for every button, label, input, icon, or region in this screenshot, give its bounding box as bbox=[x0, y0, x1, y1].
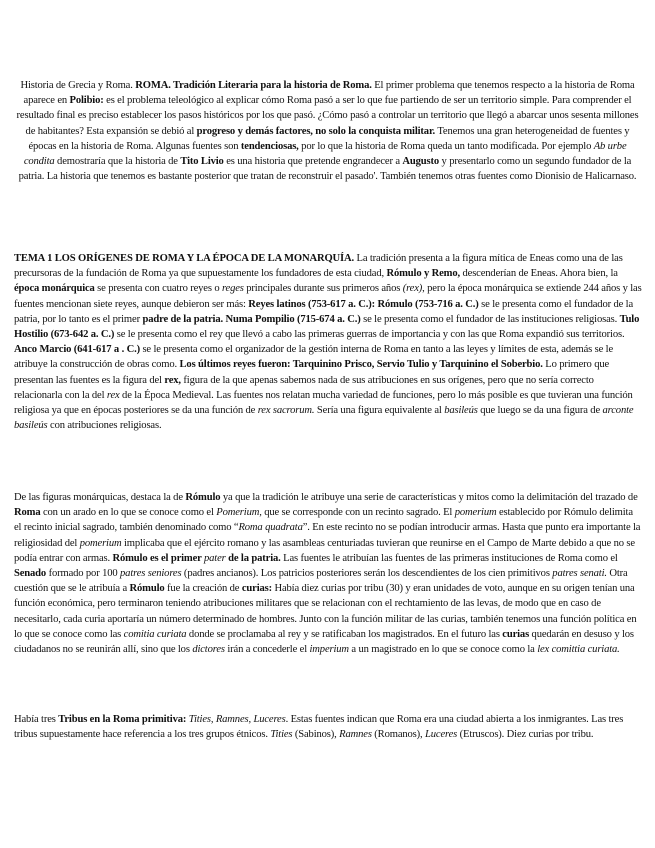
p3-text-run: Tities bbox=[270, 729, 293, 741]
intro-text-run: Ab urbe condita bbox=[23, 140, 627, 168]
intro-text-run: Polibio: bbox=[69, 95, 104, 107]
tema-text-run: rex sacrorum. bbox=[257, 405, 315, 417]
intro-paragraph bbox=[12, 78, 643, 184]
intro-text-run: y presentarlo como un segundo fundador de la patria. La historia que tenemos es bastante posterior que tratan de reconstruir el pasado'. También tenemos otras fuentes como Dionisio de Halicarnaso. bbox=[18, 156, 637, 183]
p2-text-run: Roma bbox=[14, 507, 41, 519]
p2-text-run: Otra cuestión que se le atribuía a bbox=[14, 568, 628, 595]
tema-text-run: Lo primero que presentan las fuentes es la figura del bbox=[14, 359, 610, 386]
tema-text-run: descenderían de Eneas. Ahora bien, la bbox=[460, 268, 618, 280]
tema-text-run: Rómulo y Remo, bbox=[386, 268, 460, 280]
tema-text-run: principales durante sus primeros años bbox=[243, 283, 403, 295]
p3-text-run: (Romanos), bbox=[371, 729, 426, 741]
p2-text-run: Había diez curias por tribu (30) y eran unidades de voto, aunque en su origen tenían una función económica, pero terminaron teniendo atribuciones militares que se relacionan con el rechtamiento de las levas, de modo que en caso de necesitarlo, cada curia aportaría un número determinado de hombres. Junto con la función militar de las curias, también tenemos una función política en lo que se conoce como las bbox=[14, 583, 637, 640]
intro-text-run: es el problema teleológico al explicar cómo Roma pasó a ser lo que fue partiendo de ser un territorio simple. Para comprender el resultado final es preciso establecer los pasos históricos por los que pasó. ¿Cómo pasó a controlar un territorio que llegó a abarcar unos sesenta millones de habitantes? Esta expansión se debió al bbox=[16, 95, 639, 137]
p2-text-run: Senado bbox=[14, 568, 47, 580]
intro-text-run: El primer problema que tenemos respecto a la historia de Roma aparece en bbox=[23, 80, 635, 107]
tema-text-run: se le presenta como el fundador de las instituciones religiosas. bbox=[360, 313, 620, 325]
tema-text-run: que luego se da una figura de bbox=[477, 405, 603, 417]
intro-text-run: tendenciosas, bbox=[240, 140, 299, 152]
p2-text-run: patres senati. bbox=[552, 568, 607, 580]
p2-text-run: formado por 100 bbox=[46, 568, 121, 580]
p2-text-run: pomerium bbox=[454, 507, 497, 519]
p2-text-run: de la patria. bbox=[225, 552, 281, 564]
p2-text-run: Rómulo bbox=[129, 583, 165, 595]
tema-text-run: TEMA 1 LOS ORÍGENES DE ROMA Y LA ÉPOCA DE LA MONARQUÍA. bbox=[14, 253, 355, 264]
tema-text-run: , pero la época monárquica se extiende 244 años y las fuentes mencionan siete reyes, aunque debieron ser más: bbox=[14, 283, 642, 310]
p2-text-run: patres seniores bbox=[120, 568, 182, 580]
p2-text-run: que se corresponde con un recinto sagrado. El bbox=[261, 507, 455, 519]
intro-text-run: Historia de Grecia y Roma. bbox=[20, 80, 136, 91]
p2-text-run: Rómulo es el primer bbox=[112, 552, 205, 564]
tema-text-run: Sería una figura equivalente al bbox=[314, 405, 445, 417]
p2-text-run: Pomerium, bbox=[216, 507, 262, 519]
p2-text-run: Roma quadrata bbox=[238, 522, 303, 534]
p2-text-run: pomerium bbox=[79, 537, 122, 549]
intro-text-run: por lo que la historia de Roma queda un tanto modificada. Por ejemplo bbox=[298, 140, 594, 152]
tema-text-run: reges bbox=[221, 283, 244, 295]
p3-text-run: (Etruscos). Diez curias por tribu. bbox=[457, 729, 594, 741]
tema-text-run: Los últimos reyes fueron: Tarquinino Prisco, Servio Tulio y Tarquinino el Soberbio. bbox=[179, 359, 543, 371]
p2-text-run: Las fuentes le atribuían las fuentes de las primeras instituciones de Roma como el bbox=[280, 552, 618, 564]
p3-text-run: (Sabinos), bbox=[292, 729, 340, 741]
p2-text-run: lex comittia curiata. bbox=[537, 644, 620, 656]
p2-text-run: con un arado en lo que se conoce como el bbox=[40, 507, 217, 519]
tema-text-run: rex, bbox=[164, 374, 181, 386]
p2-text-run: donde se proclamaba al rey y se ratificaban los magistrados. En el futuro las bbox=[186, 628, 503, 640]
p3-text-run: Ramnes bbox=[339, 729, 372, 741]
p2-text-run: dictores bbox=[192, 644, 225, 656]
p2-text-run: (padres ancianos). Los patricios posteriores serán los descendientes de los cien primitivos bbox=[181, 568, 553, 580]
tema-1-paragraph bbox=[14, 251, 642, 433]
tema-text-run: arconte basileús bbox=[14, 405, 634, 432]
p3-text-run: Luceres bbox=[425, 729, 458, 741]
intro-text-run: Tenemos una gran heterogeneidad de fuentes y épocas en la historia de Roma. Algunas fuentes son bbox=[28, 125, 630, 152]
p3-text-run: Tities, Ramnes, Luceres bbox=[188, 714, 286, 725]
tema-text-run: basileús bbox=[444, 405, 478, 417]
p3-text-run: . Estas fuentes indican que Roma era una ciudad abierta a los inmigrantes. Las tres tribus supuestamente hace referencia a los tres grupos étnicos. bbox=[14, 714, 624, 741]
tema-text-run: se le presenta como el organizador de la gestión interna de Roma en tanto a las leyes y límites de esta, además se le atribuye la construcción de obras como. bbox=[14, 344, 614, 371]
tema-text-run: Tulo Hostilio (673-642 a. C.) bbox=[14, 313, 640, 341]
tribus-paragraph bbox=[14, 712, 642, 742]
intro-text-run: demostraría que la historia de bbox=[54, 156, 181, 168]
p2-text-run: establecido por Rómulo delimita el recinto inicial sagrado, también denominado como “ bbox=[14, 507, 633, 534]
p2-text-run: a un magistrado en lo que se conoce como la bbox=[348, 644, 538, 656]
p2-text-run: ”. En este recinto no se podían introducir armas. Hasta que punto era importante la religiosidad del bbox=[14, 522, 641, 549]
tema-text-run: padre de la patria. Numa Pompilio (715-674 a. C.) bbox=[142, 313, 361, 325]
p2-text-run: imperium bbox=[309, 644, 349, 656]
p2-text-run: curias: bbox=[241, 583, 272, 595]
intro-text-run: es una historia que pretende engrandecer a bbox=[223, 156, 403, 168]
p3-text-run: Había tres bbox=[14, 714, 59, 725]
tema-text-run: de la Época Medieval. Las fuentes nos relatan mucha variedad de funciones, pero lo más posible es que tuvieran una función religiosa ya que en épocas posteriores se da una función de bbox=[14, 389, 633, 417]
p2-text-run: quedarán en desuso y los ciudadanos no se reunirán allí, sino que los bbox=[14, 628, 634, 656]
tema-text-run: época monárquica bbox=[14, 283, 95, 295]
tema-text-run: figura de la que apenas sabemos nada de sus atribuciones en sus orígenes, pero que no sería correcto relacionarla con la del bbox=[14, 374, 594, 401]
p2-text-run: comitia curiata bbox=[123, 628, 187, 640]
tema-text-run: se le presenta como el rey que llevó a cabo las primeras guerras de importancia y con las que Roma expandió sus territorios. bbox=[114, 329, 625, 341]
tema-text-run: rex bbox=[106, 389, 120, 401]
p2-text-run: irán a concederle el bbox=[224, 644, 310, 656]
p2-text-run: Rómulo bbox=[185, 492, 221, 503]
p2-text-run: fue la creación de bbox=[164, 583, 242, 595]
tema-text-run: Anco Marcio (641-617 a . C.) bbox=[14, 344, 140, 356]
tema-text-run: (rex) bbox=[402, 283, 423, 295]
intro-text-run: progreso y demás factores, no solo la conquista militar. bbox=[196, 125, 436, 137]
p3-text-run: Tribus en la Roma primitiva: bbox=[58, 714, 187, 725]
tema-text-run: Reyes latinos (753-617 a. C.): Rómulo (753-716 a. C.) bbox=[248, 298, 479, 310]
romulo-paragraph bbox=[14, 490, 642, 657]
p2-text-run: curias bbox=[502, 628, 530, 640]
p2-text-run: implicaba que el ejército romano y las asambleas centuriadas tuvieran que reunirse en el Campo de Marte debido a que no se podía entrar con armas. bbox=[14, 537, 635, 564]
intro-text-run: Augusto bbox=[402, 156, 440, 168]
tema-text-run: se le presenta como el fundador de la patria, por lo tanto es el primer bbox=[14, 298, 634, 325]
tema-text-run: con atribuciones religiosas. bbox=[47, 420, 162, 432]
p2-text-run: ya que la tradición le atribuye una serie de características y mitos como la delimitación del trazado de bbox=[220, 492, 638, 503]
p2-text-run: pater bbox=[204, 552, 226, 564]
intro-text-run: ROMA. Tradición Literaria para la historia de Roma. bbox=[135, 80, 372, 91]
tema-text-run: La tradición presenta a la figura mítica de Eneas como una de las precursoras de la fundación de Roma ya que supuestamente los fundadores de esta ciudad, bbox=[14, 253, 623, 280]
tema-text-run: se presenta con cuatro reyes o bbox=[94, 283, 222, 295]
intro-text-run: Tito Livio bbox=[180, 156, 224, 168]
p2-text-run: De las figuras monárquicas, destaca la de bbox=[14, 492, 186, 503]
